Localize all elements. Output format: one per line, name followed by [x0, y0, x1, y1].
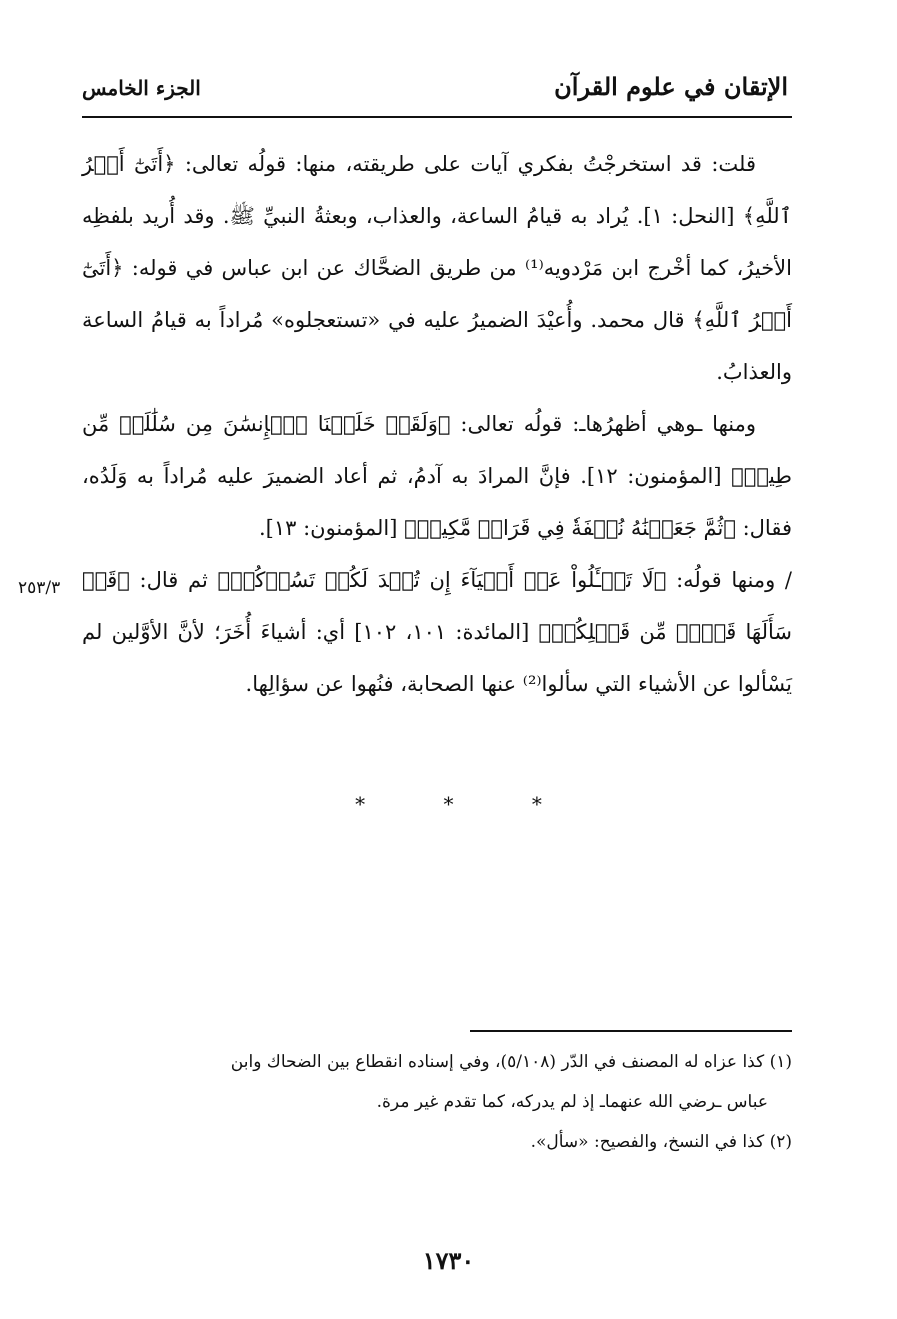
- main-text: [82, 138, 792, 710]
- paragraph-1: قلت: قد استخرجْتُ بفكري آيات على طريقته، منها: قولُه تعالى: ﴿أَتَىٰٓ أَمۡرُ ٱللَّهِ﴾ [النحل: ١]. يُراد به قيامُ الساعة، والعذاب، وبعثةُ النبيِّ ﷺ. وقد أُريد بلفظِه الأخيرُ، كما أخْرج ابن مَرْدويه⁽¹⁾ من طريق الضحَّاك عن ابن عباس في قوله: ﴿أَتَىٰٓ أَمۡرُ ٱللَّهِ﴾ قال محمد. وأُعيْدَ الضميرُ عليه في «تستعجلوه» مُراداً به قيامُ الساعة والعذابُ.: [82, 152, 792, 384]
- running-header: [82, 70, 788, 114]
- footnote-1-continuation: عباس ـرضي الله عنهماـ إذ لم يدركه، كما تقدم غير مرة.: [376, 1092, 768, 1112]
- footnote-rule: [470, 1030, 792, 1032]
- section-separator: * * *: [355, 792, 578, 816]
- volume-title: الجزء الخامس: [82, 76, 201, 100]
- paragraph-3: / ومنها قولُه: ﴿لَا تَسۡـَٔلُواْ عَنۡ أَشۡيَآءَ إِن تُبۡدَ لَكُمۡ تَسُؤۡكُمۡ﴾ ثم قال: ﴿قَدۡ سَأَلَهَا قَوۡمٞ مِّن قَبۡلِكُمۡ﴾ [المائدة: ١٠١، ١٠٢] أي: أشياءَ أُخَرَ؛ لأنَّ الأوَّلين لم يَسْألوا عن الأشياء التي سألوا⁽²⁾ عنها الصحابة، فنُهوا عن سؤالِها.: [82, 568, 792, 696]
- footnotes: [82, 1042, 792, 1162]
- footnote-2: (٢) كذا في النسخ، والفصيح: «سأل».: [530, 1132, 792, 1152]
- page-number: ١٧٣٠: [422, 1246, 475, 1275]
- margin-page-reference: ٢٥٣/٣: [18, 578, 61, 598]
- book-title: الإتقان في علوم القرآن: [554, 72, 788, 101]
- footnote-1: (١) كذا عزاه له المصنف في الدّر (٥/١٠٨)، وفي إسناده انقطاع بين الضحاك وابن: [230, 1052, 792, 1072]
- header-rule: [82, 116, 792, 118]
- paragraph-2: ومنها ـوهي أظهرُهاـ: قولُه تعالى: ﴿وَلَقَدۡ خَلَقۡنَا ٱلۡإِنسَٰنَ مِن سُلَٰلَةٖ مِّن طِينٖ﴾ [المؤمنون: ١٢]. فإنَّ المرادَ به آدمُ، ثم أعاد الضميرَ عليه مُراداً به وَلَدُه، فقال: ﴿ثُمَّ جَعَلۡنَٰهُ نُطۡفَةٗ فِي قَرَارٖ مَّكِينٖ﴾ [المؤمنون: ١٣].: [82, 412, 792, 540]
